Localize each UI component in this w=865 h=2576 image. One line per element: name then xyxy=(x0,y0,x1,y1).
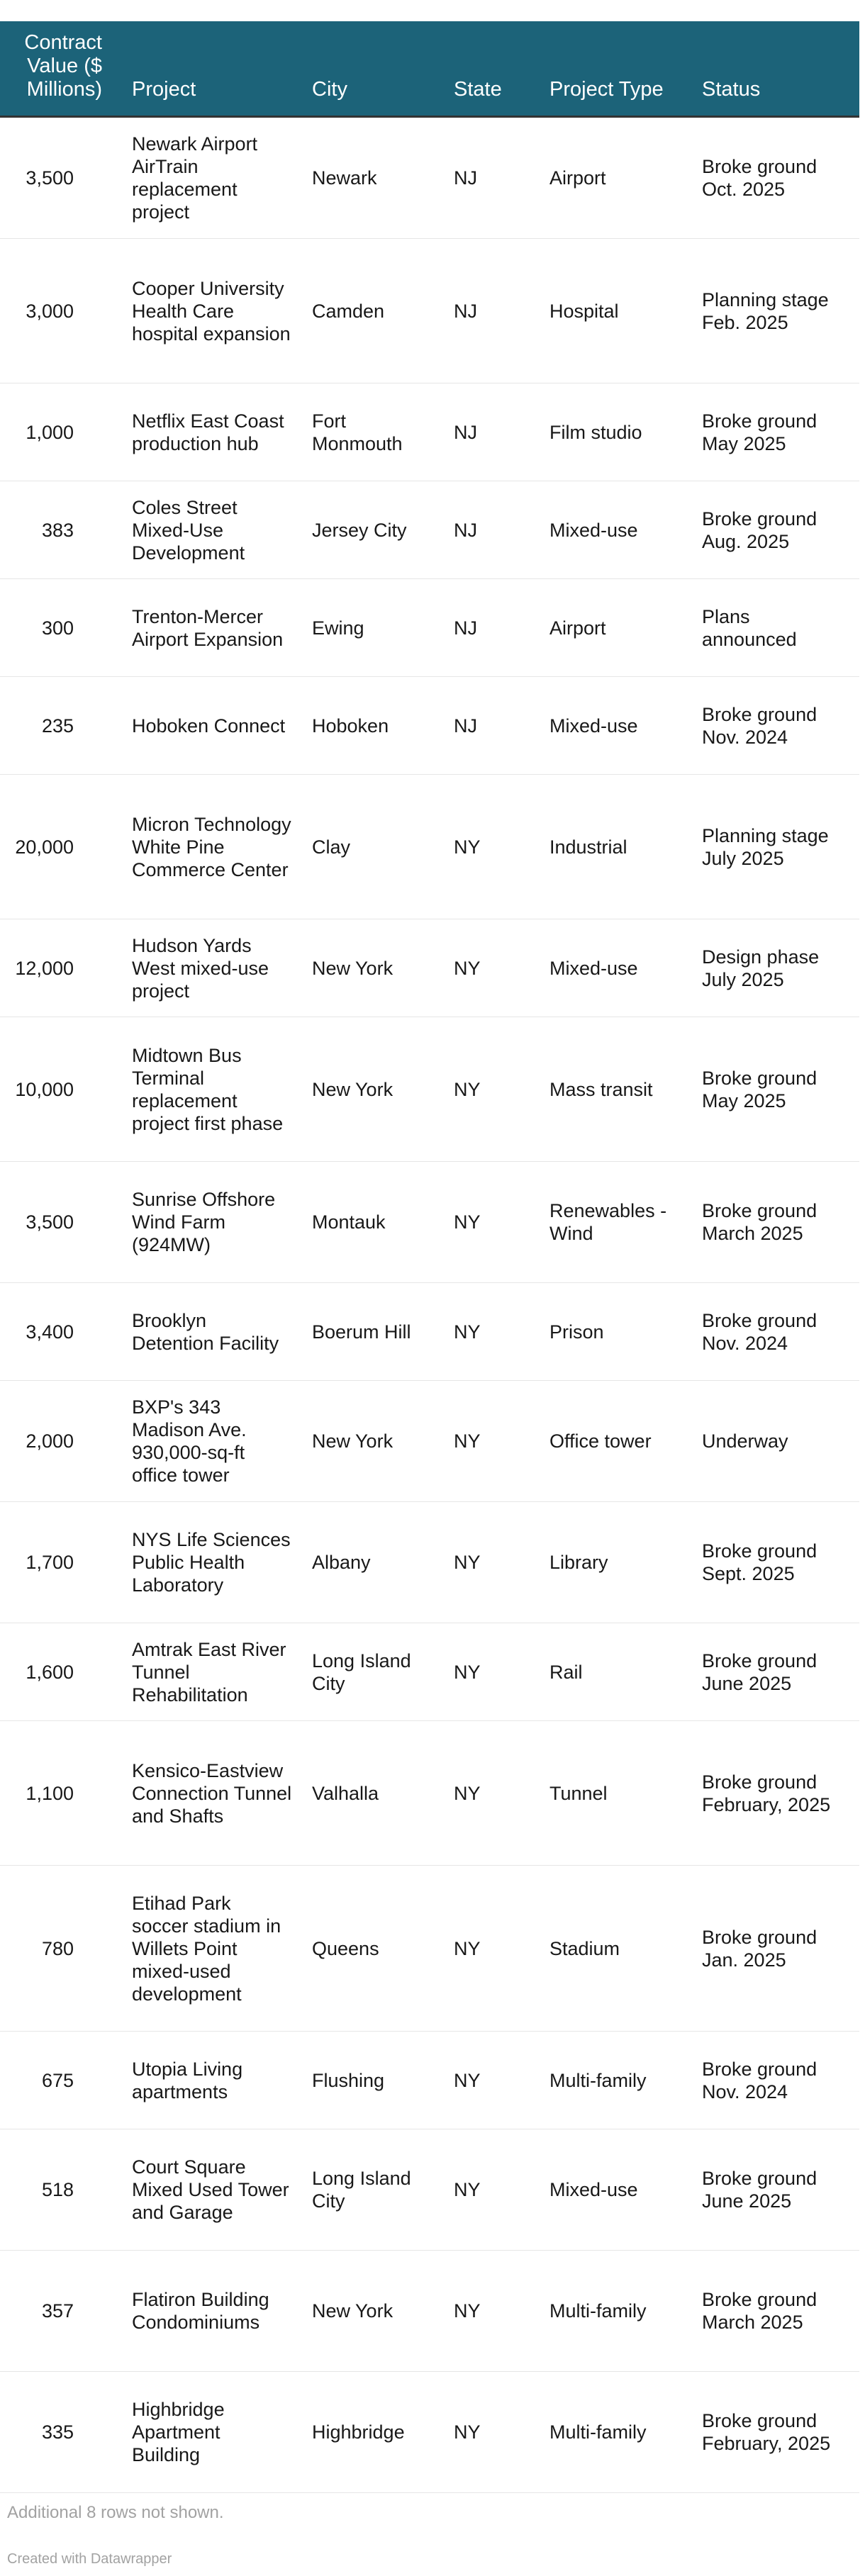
cell-project: Kensico-Eastview Connection Tunnel and Shafts xyxy=(122,1721,302,1866)
data-table xyxy=(0,21,859,2493)
cell-project-type: Multi-family xyxy=(540,2032,692,2129)
cell-project: Flatiron Building Condominiums xyxy=(122,2251,302,2372)
header-project[interactable]: Project xyxy=(122,21,302,117)
cell-project: Micron Technology White Pine Commerce Center xyxy=(122,775,302,919)
cell-state: NJ xyxy=(444,579,540,677)
cell-contract-value: 10,000 xyxy=(0,1017,122,1162)
header-project-type[interactable]: Project Type xyxy=(540,21,692,117)
cell-state: NJ xyxy=(444,117,540,239)
cell-status: Broke ground Sept. 2025 xyxy=(692,1502,859,1623)
table-row xyxy=(0,1017,859,1162)
cell-state: NY xyxy=(444,919,540,1017)
table-row xyxy=(0,383,859,481)
table-row xyxy=(0,1283,859,1381)
cell-city: Clay xyxy=(302,775,444,919)
cell-city: Fort Monmouth xyxy=(302,383,444,481)
cell-project: Hudson Yards West mixed-use project xyxy=(122,919,302,1017)
cell-status: Design phase July 2025 xyxy=(692,919,859,1017)
cell-state: NJ xyxy=(444,481,540,579)
cell-status: Broke ground Jan. 2025 xyxy=(692,1866,859,2032)
cell-city: Highbridge xyxy=(302,2372,444,2493)
cell-contract-value: 357 xyxy=(0,2251,122,2372)
cell-project-type: Mixed-use xyxy=(540,919,692,1017)
cell-project-type: Mixed-use xyxy=(540,481,692,579)
cell-status: Broke ground Nov. 2024 xyxy=(692,1283,859,1381)
cell-city: New York xyxy=(302,919,444,1017)
cell-status: Broke ground Nov. 2024 xyxy=(692,2032,859,2129)
cell-status: Broke ground March 2025 xyxy=(692,1162,859,1283)
table-row xyxy=(0,775,859,919)
cell-contract-value: 675 xyxy=(0,2032,122,2129)
cell-city: New York xyxy=(302,1017,444,1162)
cell-state: NY xyxy=(444,2032,540,2129)
header-row xyxy=(0,21,859,117)
table-row xyxy=(0,1381,859,1502)
cell-project: Trenton-Mercer Airport Expansion xyxy=(122,579,302,677)
cell-project-type: Multi-family xyxy=(540,2251,692,2372)
cell-state: NY xyxy=(444,1162,540,1283)
cell-project-type: Library xyxy=(540,1502,692,1623)
cell-state: NY xyxy=(444,775,540,919)
cell-state: NY xyxy=(444,1502,540,1623)
cell-status: Planning stage July 2025 xyxy=(692,775,859,919)
cell-status: Underway xyxy=(692,1381,859,1502)
cell-contract-value: 3,500 xyxy=(0,117,122,239)
cell-city: Newark xyxy=(302,117,444,239)
cell-city: New York xyxy=(302,2251,444,2372)
header-state[interactable]: State xyxy=(444,21,540,117)
cell-state: NY xyxy=(444,1623,540,1721)
cell-state: NY xyxy=(444,1721,540,1866)
cell-contract-value: 383 xyxy=(0,481,122,579)
header-city[interactable]: City xyxy=(302,21,444,117)
cell-state: NY xyxy=(444,1283,540,1381)
table-row xyxy=(0,677,859,775)
cell-city: Valhalla xyxy=(302,1721,444,1866)
header-status[interactable]: Status xyxy=(692,21,859,117)
cell-contract-value: 335 xyxy=(0,2372,122,2493)
cell-project-type: Mass transit xyxy=(540,1017,692,1162)
cell-status: Broke ground May 2025 xyxy=(692,1017,859,1162)
cell-contract-value: 518 xyxy=(0,2129,122,2251)
cell-project: Midtown Bus Terminal replacement project first phase xyxy=(122,1017,302,1162)
cell-project: Highbridge Apartment Building xyxy=(122,2372,302,2493)
cell-contract-value: 235 xyxy=(0,677,122,775)
cell-city: Long Island City xyxy=(302,1623,444,1721)
cell-project: BXP's 343 Madison Ave. 930,000-sq-ft office tower xyxy=(122,1381,302,1502)
cell-state: NJ xyxy=(444,677,540,775)
cell-city: Flushing xyxy=(302,2032,444,2129)
cell-status: Plans announced xyxy=(692,579,859,677)
table-row xyxy=(0,579,859,677)
cell-state: NY xyxy=(444,2372,540,2493)
table-row xyxy=(0,1623,859,1721)
cell-project-type: Multi-family xyxy=(540,2372,692,2493)
cell-contract-value: 12,000 xyxy=(0,919,122,1017)
cell-city: Hoboken xyxy=(302,677,444,775)
cell-city: Montauk xyxy=(302,1162,444,1283)
cell-contract-value: 1,000 xyxy=(0,383,122,481)
cell-status: Broke ground June 2025 xyxy=(692,1623,859,1721)
table-row xyxy=(0,2032,859,2129)
cell-contract-value: 3,500 xyxy=(0,1162,122,1283)
cell-project-type: Film studio xyxy=(540,383,692,481)
cell-city: Queens xyxy=(302,1866,444,2032)
cell-city: Long Island City xyxy=(302,2129,444,2251)
cell-contract-value: 1,600 xyxy=(0,1623,122,1721)
cell-project-type: Tunnel xyxy=(540,1721,692,1866)
cell-project-type: Mixed-use xyxy=(540,2129,692,2251)
cell-status: Broke ground February, 2025 xyxy=(692,1721,859,1866)
cell-contract-value: 1,100 xyxy=(0,1721,122,1866)
header-contract-value[interactable]: Contract Value ($ Millions) xyxy=(0,21,122,117)
cell-city: Ewing xyxy=(302,579,444,677)
cell-city: New York xyxy=(302,1381,444,1502)
cell-status: Broke ground June 2025 xyxy=(692,2129,859,2251)
table-row xyxy=(0,239,859,383)
table-header xyxy=(0,21,859,117)
datawrapper-credit: Created with Datawrapper xyxy=(7,2551,172,2567)
cell-city: Boerum Hill xyxy=(302,1283,444,1381)
table-body xyxy=(0,117,859,2493)
cell-state: NY xyxy=(444,1866,540,2032)
cell-project-type: Stadium xyxy=(540,1866,692,2032)
cell-project-type: Industrial xyxy=(540,775,692,919)
cell-project: Amtrak East River Tunnel Rehabilitation xyxy=(122,1623,302,1721)
table-row xyxy=(0,1502,859,1623)
cell-contract-value: 300 xyxy=(0,579,122,677)
cell-project: Utopia Living apartments xyxy=(122,2032,302,2129)
cell-status: Planning stage Feb. 2025 xyxy=(692,239,859,383)
cell-project: Coles Street Mixed-Use Development xyxy=(122,481,302,579)
cell-status: Broke ground March 2025 xyxy=(692,2251,859,2372)
cell-status: Broke ground Nov. 2024 xyxy=(692,677,859,775)
cell-state: NJ xyxy=(444,383,540,481)
cell-state: NY xyxy=(444,1017,540,1162)
cell-project: Hoboken Connect xyxy=(122,677,302,775)
cell-state: NY xyxy=(444,2129,540,2251)
cell-contract-value: 1,700 xyxy=(0,1502,122,1623)
table-row xyxy=(0,1162,859,1283)
cell-project: Sunrise Offshore Wind Farm (924MW) xyxy=(122,1162,302,1283)
cell-contract-value: 2,000 xyxy=(0,1381,122,1502)
table-row xyxy=(0,481,859,579)
cell-project: NYS Life Sciences Public Health Laboratory xyxy=(122,1502,302,1623)
table-row xyxy=(0,117,859,239)
table-row xyxy=(0,2129,859,2251)
cell-status: Broke ground Oct. 2025 xyxy=(692,117,859,239)
cell-state: NY xyxy=(444,2251,540,2372)
cell-contract-value: 3,000 xyxy=(0,239,122,383)
cell-project: Etihad Park soccer stadium in Willets Point mixed-used development xyxy=(122,1866,302,2032)
cell-project: Newark Airport AirTrain replacement project xyxy=(122,117,302,239)
cell-project-type: Prison xyxy=(540,1283,692,1381)
cell-project-type: Mixed-use xyxy=(540,677,692,775)
cell-status: Broke ground May 2025 xyxy=(692,383,859,481)
cell-project: Brooklyn Detention Facility xyxy=(122,1283,302,1381)
cell-project: Netflix East Coast production hub xyxy=(122,383,302,481)
cell-state: NJ xyxy=(444,239,540,383)
cell-project: Cooper University Health Care hospital expansion xyxy=(122,239,302,383)
cell-project-type: Airport xyxy=(540,579,692,677)
cell-status: Broke ground February, 2025 xyxy=(692,2372,859,2493)
table-row xyxy=(0,1866,859,2032)
cell-project-type: Rail xyxy=(540,1623,692,1721)
rows-not-shown-note: Additional 8 rows not shown. xyxy=(7,2503,224,2522)
cell-project-type: Hospital xyxy=(540,239,692,383)
cell-state: NY xyxy=(444,1381,540,1502)
cell-project: Court Square Mixed Used Tower and Garage xyxy=(122,2129,302,2251)
table-row xyxy=(0,2372,859,2493)
cell-city: Camden xyxy=(302,239,444,383)
cell-city: Albany xyxy=(302,1502,444,1623)
cell-project-type: Office tower xyxy=(540,1381,692,1502)
cell-status: Broke ground Aug. 2025 xyxy=(692,481,859,579)
cell-contract-value: 780 xyxy=(0,1866,122,2032)
cell-project-type: Airport xyxy=(540,117,692,239)
cell-contract-value: 20,000 xyxy=(0,775,122,919)
cell-contract-value: 3,400 xyxy=(0,1283,122,1381)
table-row xyxy=(0,1721,859,1866)
table-row xyxy=(0,2251,859,2372)
cell-project-type: Renewables - Wind xyxy=(540,1162,692,1283)
table-row xyxy=(0,919,859,1017)
cell-city: Jersey City xyxy=(302,481,444,579)
